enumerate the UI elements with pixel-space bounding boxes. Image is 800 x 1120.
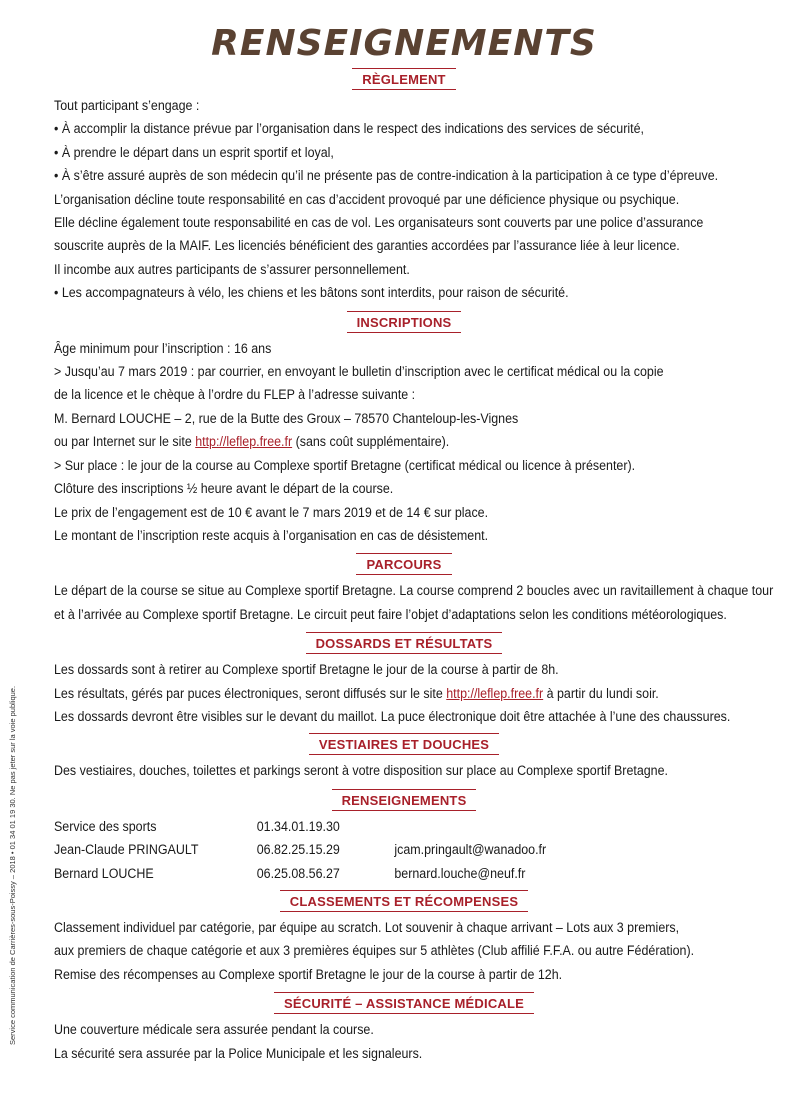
section-heading-parcours: PARCOURS (54, 553, 754, 579)
section-heading-renseignements: RENSEIGNEMENTS (54, 789, 754, 815)
section-heading-dossards: DOSSARDS ET RÉSULTATS (54, 632, 754, 658)
contact-phone: 06.25.08.56.27 (256, 865, 340, 881)
reglement-line: • À prendre le départ dans un esprit sportif et loyal, (54, 144, 334, 160)
dossards-line: Les résultats, gérés par puces électroniques, seront diffusés sur le site http://leflep.free.fr à partir du lundi soir. (54, 685, 659, 701)
contact-phone: 06.82.25.15.29 (256, 842, 340, 858)
vestiaires-text (54, 759, 705, 782)
parcours-text (54, 579, 774, 626)
contact-row (54, 815, 705, 838)
reglement-line: souscrite auprès de la MAIF. Les licenciés bénéficient des garanties accordées par l’assurance liée à leur licence. (54, 238, 680, 254)
reglement-line: Tout participant s’engage : (54, 98, 200, 113)
results-link[interactable]: http://leflep.free.fr (446, 685, 544, 701)
classements-line: Remise des récompenses au Complexe sportif Bretagne le jour de la course à partir de 12h. (54, 966, 563, 982)
section-heading-vestiaires: VESTIAIRES ET DOUCHES (54, 733, 754, 759)
reglement-line: Elle décline également toute responsabilité en cas de vol. Les organisateurs sont couverts par une police d’assurance (54, 215, 704, 231)
inscriptions-address: M. Bernard LOUCHE – 2, rue de la Butte des Groux – 78570 Chanteloup-les-Vignes (54, 410, 519, 426)
reglement-line: • À s’être assuré auprès de son médecin qu’il ne présente pas de contre-indication à la participation à ce type d’épreuve. (54, 168, 719, 184)
section-heading-inscriptions: INSCRIPTIONS (54, 311, 754, 337)
contact-email: bernard.louche@neuf.fr (394, 865, 526, 881)
contact-name: Jean-Claude PRINGAULT (54, 842, 199, 858)
inscriptions-price: Le prix de l’engagement est de 10 € avant le 7 mars 2019 et de 14 € sur place. (54, 504, 489, 520)
reglement-line: • Les accompagnateurs à vélo, les chiens et les bâtons sont interdits, pour raison de sécurité. (54, 285, 569, 301)
inscriptions-line: de la licence et le chèque à l’ordre du FLEP à l’adresse suivante : (54, 387, 416, 403)
reglement-line: • À accomplir la distance prévue par l’organisation dans le respect des indications des services de sécurité, (54, 121, 644, 137)
section-heading-securite: SÉCURITÉ – ASSISTANCE MÉDICALE (54, 992, 754, 1018)
reglement-line: Il incombe aux autres participants de s’assurer personnellement. (54, 261, 410, 277)
contact-email (394, 815, 627, 838)
dossards-line: Les dossards sont à retirer au Complexe sportif Bretagne le jour de la course à partir de 8h. (54, 662, 559, 678)
contact-row (54, 862, 705, 885)
classements-line: aux premiers de chaque catégorie et aux 3 premières équipes sur 5 athlètes (Club affilié F.F.A. ou autre Fédération). (54, 943, 695, 959)
parcours-line: Le départ de la course se situe au Complexe sportif Bretagne. La course comprend 2 boucles avec un ravitaillement à chaque tour (54, 583, 774, 599)
inscriptions-line: ou par Internet sur le site http://leflep.free.fr (sans coût supplémentaire). (54, 434, 450, 450)
contact-name: Service des sports (54, 818, 157, 834)
inscriptions-text (54, 337, 705, 548)
section-heading-reglement: RÈGLEMENT (54, 68, 754, 94)
vestiaires-line: Des vestiaires, douches, toilettes et parkings seront à votre disposition sur place au Complexe sportif Bretagne. (54, 763, 668, 779)
website-link[interactable]: http://leflep.free.fr (195, 434, 293, 450)
section-heading-classements: CLASSEMENTS ET RÉCOMPENSES (54, 890, 754, 916)
reglement-text (54, 94, 719, 305)
contact-phone: 01.34.01.19.30 (256, 818, 340, 834)
page-title: RENSEIGNEMENTS (211, 23, 597, 64)
contact-row (54, 838, 705, 861)
contact-email: jcam.pringault@wanadoo.fr (394, 842, 547, 858)
dossards-text (54, 658, 731, 728)
parcours-line: et à l’arrivée au Complexe sportif Bretagne. Le circuit peut faire l’objet d’adaptations selon les conditions météorologiques. (54, 606, 727, 622)
inscriptions-line: Le montant de l’inscription reste acquis à l’organisation en cas de désistement. (54, 527, 489, 543)
classements-line: Classement individuel par catégorie, par équipe au scratch. Lot souvenir à chaque arrivant – Lots aux 3 premiers, (54, 919, 680, 935)
inscriptions-age: Âge minimum pour l’inscription : 16 ans (54, 340, 272, 356)
securite-text (54, 1018, 705, 1065)
dossards-line: Les dossards devront être visibles sur le devant du maillot. La puce électronique doit être attachée à l’une des chaussures. (54, 708, 731, 724)
info-page (54, 0, 774, 1065)
inscriptions-line: > Sur place : le jour de la course au Complexe sportif Bretagne (certificat médical ou licence à présenter). (54, 457, 636, 473)
securite-line: Une couverture médicale sera assurée pendant la course. (54, 1022, 374, 1038)
contact-name: Bernard LOUCHE (54, 865, 154, 881)
contacts-table (54, 815, 705, 885)
classements-text (54, 916, 705, 986)
inscriptions-line: > Jusqu’au 7 mars 2019 : par courrier, en envoyant le bulletin d’inscription avec le certificat médical ou la copie (54, 364, 664, 380)
securite-line: La sécurité sera assurée par la Police Municipale et les signaleurs. (54, 1045, 423, 1061)
side-credit-note: Service communication de Carrières-sous-Poissy – 2018 • 01 34 01 19 30. Ne pas jeter sur la voie publique. (8, 685, 17, 1045)
reglement-line: L’organisation décline toute responsabilité en cas d’accident provoqué par une déficience physique ou psychique. (54, 191, 680, 207)
inscriptions-line: Clôture des inscriptions ½ heure avant le départ de la course. (54, 481, 394, 497)
